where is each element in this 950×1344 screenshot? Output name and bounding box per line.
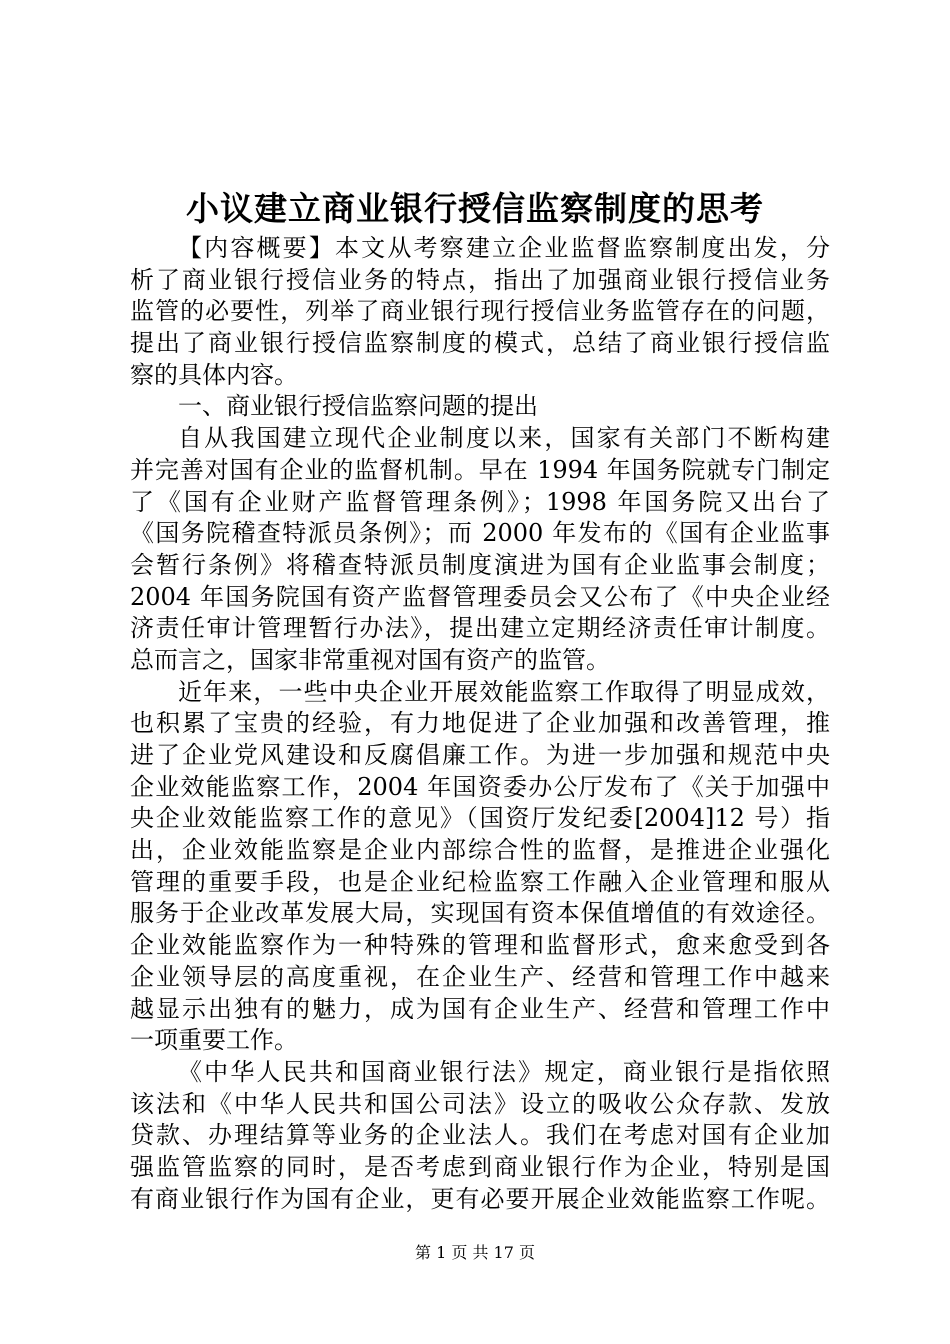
paragraph-line: 2004 年国务院国有资产监督管理委员会又公布了《中央企业经 bbox=[130, 582, 830, 611]
paragraph-line: 强监管监察的同时，是否考虑到商业银行作为企业，特别是国 bbox=[130, 1152, 830, 1181]
document-title: 小议建立商业银行授信监察制度的思考 bbox=[186, 189, 764, 228]
paragraph-line: 自从我国建立现代企业制度以来，国家有关部门不断构建 bbox=[178, 424, 830, 453]
paragraph-line: 越显示出独有的魅力，成为国有企业生产、经营和管理工作中 bbox=[130, 994, 830, 1023]
paragraph-line: 企业效能监察工作，2004 年国资委办公厅发布了《关于加强中 bbox=[130, 772, 830, 801]
paragraph-line: 管理的重要手段，也是企业纪检监察工作融入企业管理和服从 bbox=[130, 867, 830, 896]
paragraph-line: 监管的必要性，列举了商业银行现行授信业务监管存在的问题， bbox=[130, 297, 830, 326]
paragraph-line: 济责任审计管理暂行办法》，提出建立定期经济责任审计制度。 bbox=[130, 614, 830, 643]
paragraph-line: 了《国有企业财产监督管理条例》；1998 年国务院又出台了 bbox=[130, 487, 830, 516]
paragraph-line: 《中华人民共和国商业银行法》规定，商业银行是指依照 bbox=[178, 1057, 830, 1086]
paragraph-line: 近年来，一些中央企业开展效能监察工作取得了明显成效， bbox=[178, 677, 830, 706]
paragraph-line: 出，企业效能监察是企业内部综合性的监督，是推进企业强化 bbox=[130, 836, 830, 865]
paragraph-line: 总而言之，国家非常重视对国有资产的监管。 bbox=[130, 645, 610, 674]
paragraph-line: 服务于企业改革发展大局，实现国有资本保值增值的有效途径。 bbox=[130, 899, 830, 928]
document-body bbox=[130, 233, 830, 1215]
paragraph-line: 析了商业银行授信业务的特点，指出了加强商业银行授信业务 bbox=[130, 265, 830, 294]
paragraph-line: 也积累了宝贵的经验，有力地促进了企业加强和改善管理，推 bbox=[130, 709, 830, 738]
paragraph-line: 一项重要工作。 bbox=[130, 1026, 298, 1055]
paragraph-line: 贷款、办理结算等业务的企业法人。我们在考虑对国有企业加 bbox=[130, 1121, 830, 1150]
paragraph-line: 察的具体内容。 bbox=[130, 360, 298, 389]
paragraph-line: 央企业效能监察工作的意见》（国资厅发纪委[2004]12 号）指 bbox=[130, 804, 830, 833]
paragraph-line: 企业领导层的高度重视，在企业生产、经营和管理工作中越来 bbox=[130, 962, 830, 991]
page-footer: 第 1 页 共 17 页 bbox=[415, 1243, 535, 1262]
paragraph-line: 《国务院稽查特派员条例》；而 2000 年发布的《国有企业监事 bbox=[130, 519, 830, 548]
paragraph-line: 企业效能监察作为一种特殊的管理和监督形式，愈来愈受到各 bbox=[130, 931, 830, 960]
paragraph-line: 会暂行条例》将稽查特派员制度演进为国有企业监事会制度； bbox=[130, 550, 830, 579]
paragraph-line: 进了企业党风建设和反腐倡廉工作。为进一步加强和规范中央 bbox=[130, 741, 830, 769]
paragraph-line: 【内容概要】本文从考察建立企业监督监察制度出发，分 bbox=[178, 234, 830, 262]
paragraph-line: 提出了商业银行授信监察制度的模式，总结了商业银行授信监 bbox=[130, 329, 830, 358]
section-heading: 一、商业银行授信监察问题的提出 bbox=[178, 392, 538, 421]
paragraph-line: 该法和《中华人民共和国公司法》设立的吸收公众存款、发放 bbox=[130, 1089, 830, 1118]
paragraph-line: 并完善对国有企业的监督机制。早在 1994 年国务院就专门制定 bbox=[130, 455, 830, 484]
paragraph-line: 有商业银行作为国有企业，更有必要开展企业效能监察工作呢。 bbox=[130, 1184, 830, 1213]
